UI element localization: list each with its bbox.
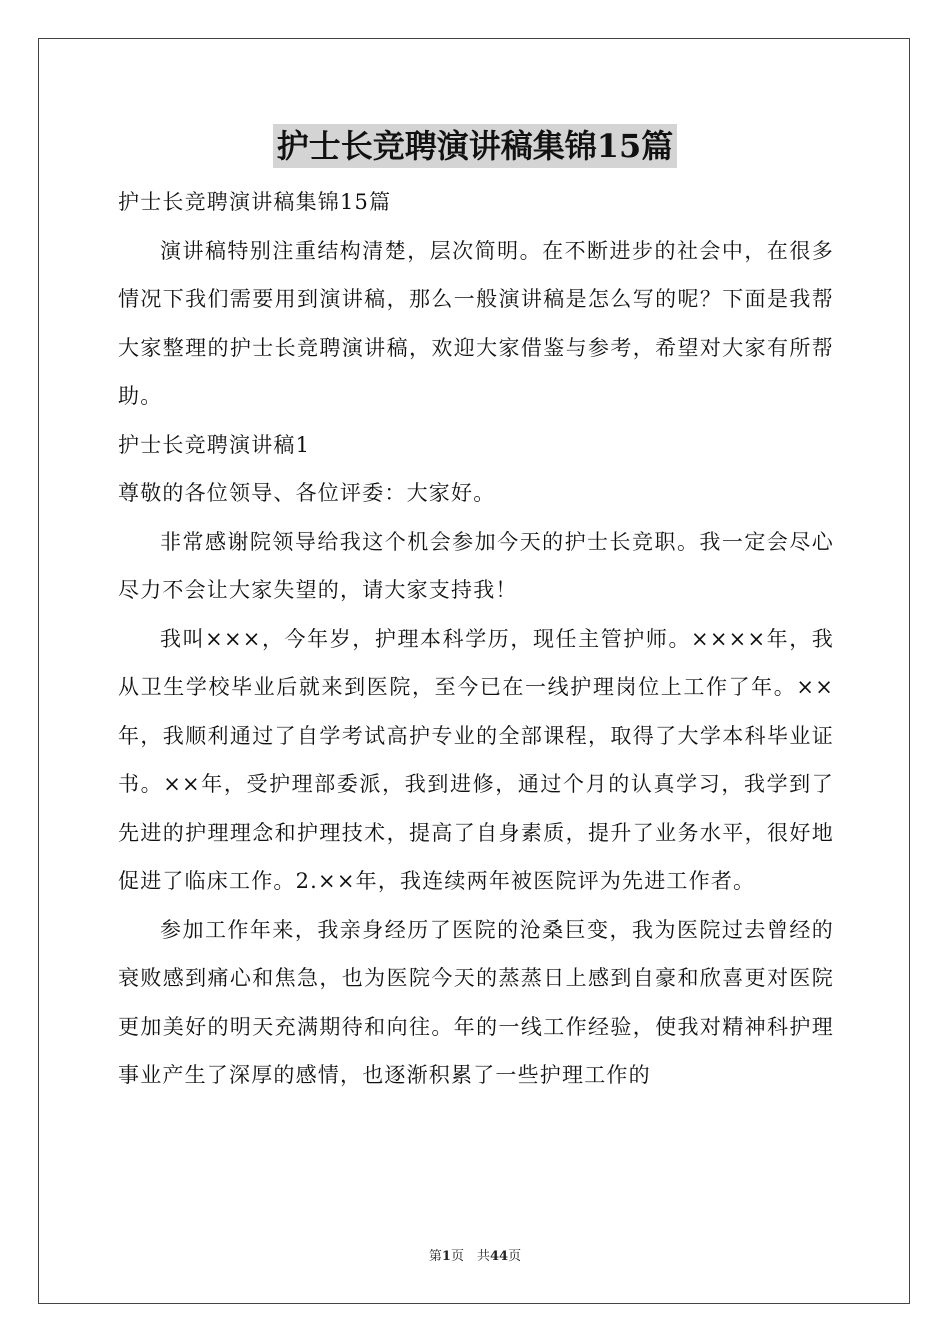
title-area xyxy=(0,124,950,168)
page-mid: 页 共 xyxy=(450,1249,490,1264)
body-paragraph: 我叫×××，今年岁，护理本科学历，现任主管护师。××××年，我从卫生学校毕业后就来到医院，至今已在一线护理岗位上工作了年。××年，我顺利通过了自学考试高护专业的全部课程，取得了大学本科毕业证书。××年，受护理部委派，我到进修，通过个月的认真学习，我学到了先进的护理理念和护理技术，提高了自身素质，提升了业务水平，很好地促进了临床工作。2.××年，我连续两年被医院评为先进工作者。 xyxy=(118,626,834,893)
body-paragraph: 参加工作年来，我亲身经历了医院的沧桑巨变，我为医院过去曾经的衰败感到痛心和焦急，也为医院今天的蒸蒸日上感到自豪和欣喜更对医院更加美好的明天充满期待和向往。年的一线工作经验，使我对精神科护理事业产生了深厚的感情，也逐渐积累了一些护理工作的 xyxy=(118,917,834,1087)
page-suffix: 页 xyxy=(508,1249,522,1264)
intro-paragraph: 演讲稿特别注重结构清楚，层次简明。在不断进步的社会中，在很多情况下我们需要用到演讲稿，那么一般演讲稿是怎么写的呢？下面是我帮大家整理的护士长竞聘演讲稿，欢迎大家借鉴与参考，希望对大家有所帮助。 xyxy=(118,238,834,408)
document-title: 护士长竞聘演讲稿集锦15篇 xyxy=(273,124,678,168)
page-footer xyxy=(0,1248,950,1266)
page-total: 44 xyxy=(489,1249,509,1264)
section-heading: 护士长竞聘演讲稿1 xyxy=(118,432,311,457)
subtitle-line: 护士长竞聘演讲稿集锦15篇 xyxy=(118,190,392,214)
salutation-line: 尊敬的各位领导、各位评委：大家好。 xyxy=(118,481,496,505)
page-prefix: 第 xyxy=(428,1249,442,1264)
document-body xyxy=(118,178,834,1100)
body-paragraph: 非常感谢院领导给我这个机会参加今天的护士长竞职。我一定会尽心尽力不会让大家失望的，请大家支持我！ xyxy=(118,529,834,602)
page-current: 1 xyxy=(441,1249,451,1264)
